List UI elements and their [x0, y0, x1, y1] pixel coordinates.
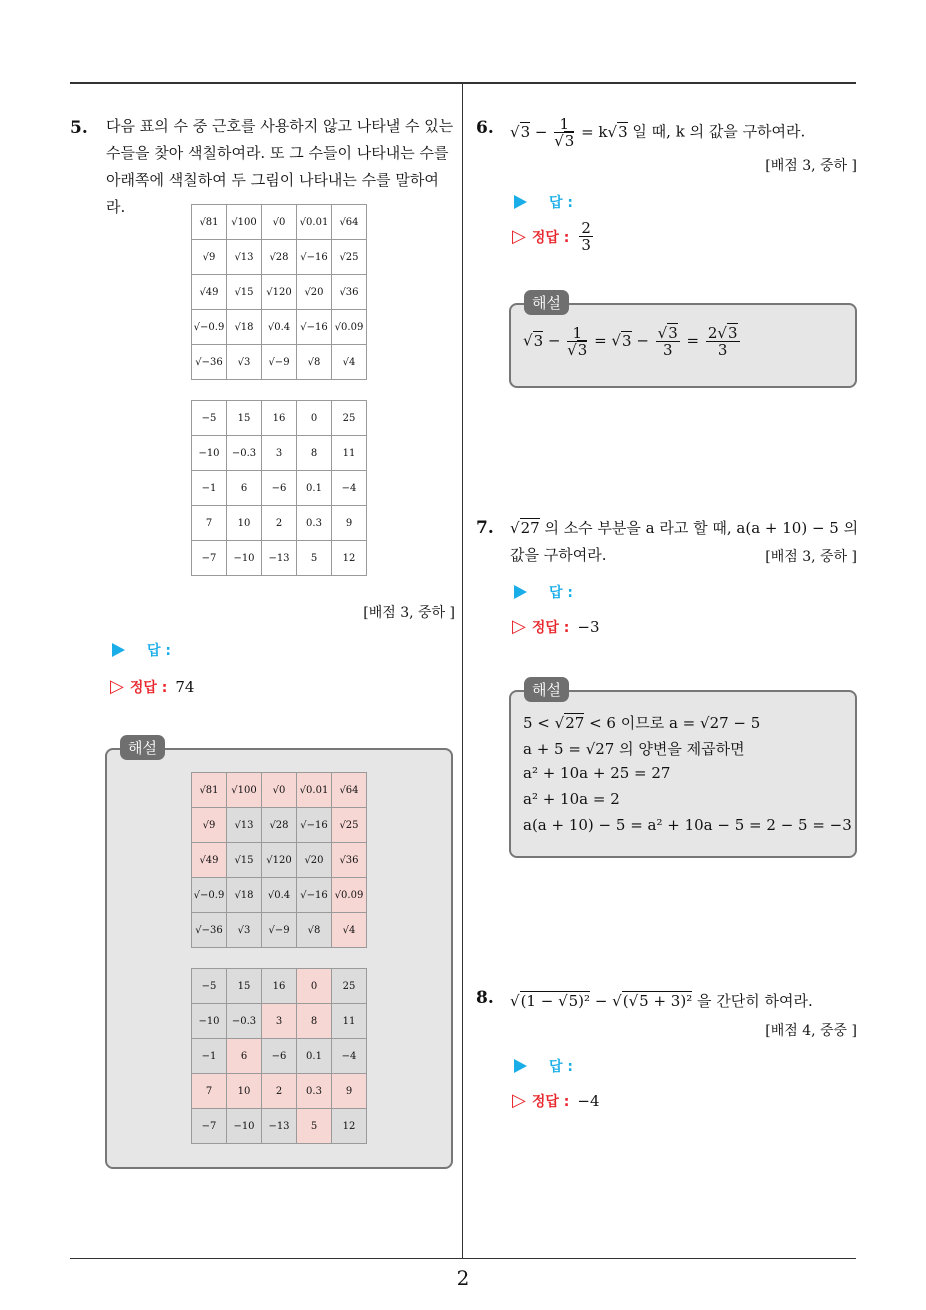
- table-cell: −4: [332, 1039, 367, 1074]
- table-cell: √3: [227, 345, 262, 380]
- table-cell: √−16: [297, 310, 332, 345]
- q8-correct-value: −4: [577, 1091, 600, 1110]
- table-cell: √15: [227, 275, 262, 310]
- top-rule: [70, 82, 856, 84]
- table-cell: 25: [332, 969, 367, 1004]
- q7-solution-line-4: a² + 10a = 2: [523, 790, 620, 808]
- table-cell: −10: [227, 1109, 262, 1144]
- q7-correct-row: [512, 616, 600, 637]
- table-cell: 10: [227, 1074, 262, 1109]
- q6-answer-label: 답 :: [549, 195, 573, 211]
- table-cell: √0: [262, 773, 297, 808]
- table-row: [192, 401, 367, 436]
- q7-number: 7.: [476, 518, 494, 538]
- table-cell: 12: [332, 541, 367, 576]
- table-cell: √0: [262, 205, 297, 240]
- q7-solution-tab: 해설: [524, 677, 569, 702]
- q6-correct-fraction: [579, 220, 593, 253]
- q5-answer-row: [112, 640, 171, 660]
- table-cell: √15: [227, 843, 262, 878]
- table-row: [192, 1074, 367, 1109]
- column-divider: [462, 83, 463, 1258]
- table-row: [192, 878, 367, 913]
- q8-score: [배점 4, 중중 ]: [765, 1023, 857, 1039]
- table-cell: √4: [332, 913, 367, 948]
- table-cell: 9: [332, 506, 367, 541]
- table-cell: 8: [297, 436, 332, 471]
- q7-stem-line-1-text: 의 소수 부분을 a 라고 할 때, a(a + 10) − 5 의: [544, 519, 859, 537]
- table-row: [192, 969, 367, 1004]
- table-cell: 0.1: [297, 471, 332, 506]
- q6-solution-line: √3 − $\frac{1}{√3}$ = √3 − $\frac{√3}{3}$ = $\frac{2√3}{3}$: [523, 324, 738, 359]
- table-cell: −5: [192, 969, 227, 1004]
- q7-solution-line-3: a² + 10a + 25 = 27: [523, 764, 671, 782]
- table-cell: √0.01: [297, 773, 332, 808]
- q6-expression: √3 − $\frac{1}{√3}$ = k√3: [510, 115, 628, 150]
- table-row: [192, 506, 367, 541]
- q8-answer-row: [514, 1056, 573, 1076]
- q5-root-table: [191, 204, 367, 380]
- answer-arrow-icon: [514, 195, 527, 209]
- table-cell: √49: [192, 843, 227, 878]
- q5-solution-tab: 해설: [120, 735, 165, 760]
- table-cell: √8: [297, 913, 332, 948]
- table-cell: √13: [227, 240, 262, 275]
- table-cell: 3: [262, 1004, 297, 1039]
- table-row: [192, 1004, 367, 1039]
- table-cell: 15: [227, 401, 262, 436]
- table-cell: √0.4: [262, 878, 297, 913]
- table-cell: 2: [262, 506, 297, 541]
- table-cell: 7: [192, 1074, 227, 1109]
- table-cell: −10: [227, 541, 262, 576]
- table-cell: √−9: [262, 345, 297, 380]
- q7-stem-line-2: 값을 구하여라.: [510, 546, 607, 564]
- table-cell: √120: [262, 843, 297, 878]
- table-cell: 2: [262, 1074, 297, 1109]
- table-row: [192, 843, 367, 878]
- table-cell: −13: [262, 1109, 297, 1144]
- table-cell: 0: [297, 969, 332, 1004]
- q6-solution-box: [509, 303, 857, 388]
- table-cell: √28: [262, 240, 297, 275]
- table-cell: √20: [297, 843, 332, 878]
- table-cell: 10: [227, 506, 262, 541]
- table-cell: √−9: [262, 913, 297, 948]
- table-cell: √9: [192, 240, 227, 275]
- q6-score: [배점 3, 중하 ]: [765, 158, 857, 174]
- table-cell: 11: [332, 436, 367, 471]
- table-row: [192, 1039, 367, 1074]
- q8-stem-suffix: 을 간단히 하여라.: [696, 992, 813, 1010]
- q5-solution-root-table: [191, 772, 367, 948]
- table-cell: √25: [332, 808, 367, 843]
- table-cell: √−0.9: [192, 878, 227, 913]
- q5-text-line-3: 아래쪽에 색칠하여 두 그림이 나타내는 수를 말하여라.: [106, 171, 439, 216]
- table-cell: √3: [227, 913, 262, 948]
- table-cell: −4: [332, 471, 367, 506]
- table-cell: 6: [227, 471, 262, 506]
- table-cell: −10: [192, 436, 227, 471]
- table-row: [192, 1109, 367, 1144]
- table-cell: −1: [192, 471, 227, 506]
- table-cell: √25: [332, 240, 367, 275]
- q7-solution-line-5: a(a + 10) − 5 = a² + 10a − 5 = 2 − 5 = −3: [523, 816, 852, 834]
- table-cell: √0.4: [262, 310, 297, 345]
- correct-arrow-icon: ▷: [512, 1090, 526, 1111]
- q6-correct-numerator: 2: [581, 219, 591, 237]
- q8-correct-label: 정답 :: [531, 1093, 570, 1110]
- q8-number: 8.: [476, 988, 494, 1008]
- table-row: [192, 773, 367, 808]
- table-row: [192, 471, 367, 506]
- table-cell: √100: [227, 205, 262, 240]
- correct-arrow-icon: ▷: [110, 676, 124, 697]
- q7-answer-label: 답 :: [549, 585, 573, 601]
- q8-expression: √(1 − √5)² − √(√5 + 3)²: [510, 992, 693, 1010]
- table-cell: √0.09: [332, 310, 367, 345]
- table-cell: √120: [262, 275, 297, 310]
- table-cell: −10: [192, 1004, 227, 1039]
- q8-answer-label: 답 :: [549, 1059, 573, 1075]
- q5-text-line-1: 다음 표의 수 중 근호를 사용하지 않고 나타낼 수 있는: [106, 117, 454, 135]
- table-row: [192, 345, 367, 380]
- table-cell: 12: [332, 1109, 367, 1144]
- table-cell: √49: [192, 275, 227, 310]
- table-cell: √36: [332, 275, 367, 310]
- table-cell: −0.3: [227, 1004, 262, 1039]
- table-cell: 0.3: [297, 1074, 332, 1109]
- table-cell: −7: [192, 541, 227, 576]
- table-cell: −5: [192, 401, 227, 436]
- q8-correct-row: [512, 1090, 600, 1111]
- table-cell: 0.1: [297, 1039, 332, 1074]
- correct-arrow-icon: ▷: [512, 226, 526, 247]
- table-cell: √9: [192, 808, 227, 843]
- table-cell: √−16: [297, 240, 332, 275]
- q6-stem-suffix: 일 때, k 의 값을 구하여라.: [632, 122, 806, 141]
- table-cell: √−0.9: [192, 310, 227, 345]
- q8-stem: [510, 988, 813, 1015]
- table-cell: −1: [192, 1039, 227, 1074]
- table-cell: √−16: [297, 808, 332, 843]
- table-cell: √0.01: [297, 205, 332, 240]
- q5-answer-label: 답 :: [147, 643, 171, 659]
- table-row: [192, 205, 367, 240]
- table-cell: 5: [297, 541, 332, 576]
- table-row: [192, 436, 367, 471]
- q7-correct-value: −3: [577, 617, 600, 636]
- table-cell: 5: [297, 1109, 332, 1144]
- table-row: [192, 310, 367, 345]
- table-cell: 16: [262, 401, 297, 436]
- table-cell: √−36: [192, 913, 227, 948]
- table-cell: √28: [262, 808, 297, 843]
- table-cell: √4: [332, 345, 367, 380]
- q7-solution-box: [509, 690, 857, 858]
- q5-number: 5.: [70, 118, 88, 138]
- q7-solution-line-2: a + 5 = √27 의 양변을 제곱하면: [523, 740, 745, 758]
- table-cell: 9: [332, 1074, 367, 1109]
- q7-solution-line-1: 5 < √27 < 6 이므로 a = √27 − 5: [523, 714, 761, 732]
- table-cell: √13: [227, 808, 262, 843]
- table-cell: −0.3: [227, 436, 262, 471]
- bottom-rule: [70, 1258, 856, 1259]
- table-cell: 11: [332, 1004, 367, 1039]
- table-cell: √81: [192, 773, 227, 808]
- table-row: [192, 541, 367, 576]
- table-cell: √−36: [192, 345, 227, 380]
- q6-correct-label: 정답 :: [531, 229, 570, 246]
- table-cell: 0.3: [297, 506, 332, 541]
- table-row: [192, 275, 367, 310]
- q5-correct-row: [110, 676, 194, 697]
- table-cell: −7: [192, 1109, 227, 1144]
- q6-solution-tab: 해설: [524, 290, 569, 315]
- table-row: [192, 808, 367, 843]
- q5-correct-label: 정답 :: [129, 679, 168, 696]
- table-cell: 3: [262, 436, 297, 471]
- page-number: 2: [456, 1266, 470, 1290]
- answer-arrow-icon: [514, 1059, 527, 1073]
- correct-arrow-icon: ▷: [512, 616, 526, 637]
- q5-number-table: [191, 400, 367, 576]
- q7-score: [배점 3, 중하 ]: [765, 549, 857, 565]
- table-cell: −13: [262, 541, 297, 576]
- table-cell: 6: [227, 1039, 262, 1074]
- q5-score: [배점 3, 중하 ]: [363, 605, 455, 621]
- q7-correct-label: 정답 :: [531, 619, 570, 636]
- table-cell: 0: [297, 401, 332, 436]
- q7-solution-line-1-text: 이므로 a = √27 − 5: [620, 714, 761, 732]
- table-cell: √64: [332, 773, 367, 808]
- q5-correct-value: 74: [175, 677, 195, 696]
- table-cell: 8: [297, 1004, 332, 1039]
- table-cell: √0.09: [332, 878, 367, 913]
- table-cell: √36: [332, 843, 367, 878]
- table-cell: √20: [297, 275, 332, 310]
- q5-text-line-2: 수들을 찾아 색칠하여라. 또 그 수들이 나타내는 수를: [106, 144, 449, 162]
- q6-correct-row: [512, 220, 595, 253]
- q6-correct-denominator: 3: [581, 236, 591, 254]
- table-cell: 25: [332, 401, 367, 436]
- q5-solution-number-table: [191, 968, 367, 1144]
- q6-number: 6.: [476, 118, 494, 138]
- answer-arrow-icon: [514, 585, 527, 599]
- table-cell: 15: [227, 969, 262, 1004]
- table-cell: √18: [227, 878, 262, 913]
- table-cell: √100: [227, 773, 262, 808]
- table-cell: √81: [192, 205, 227, 240]
- q6-stem: [510, 116, 805, 149]
- table-row: [192, 240, 367, 275]
- table-cell: 7: [192, 506, 227, 541]
- table-cell: −6: [262, 471, 297, 506]
- table-row: [192, 913, 367, 948]
- table-cell: √8: [297, 345, 332, 380]
- table-cell: 16: [262, 969, 297, 1004]
- table-cell: −6: [262, 1039, 297, 1074]
- table-cell: √64: [332, 205, 367, 240]
- q7-answer-row: [514, 582, 573, 602]
- q6-answer-row: [514, 192, 573, 212]
- table-cell: √−16: [297, 878, 332, 913]
- q5-solution-box: [105, 748, 453, 1169]
- table-cell: √18: [227, 310, 262, 345]
- answer-arrow-icon: [112, 643, 125, 657]
- q7-stem-line-1: √27 의 소수 부분을 a 라고 할 때, a(a + 10) − 5 의: [510, 519, 859, 537]
